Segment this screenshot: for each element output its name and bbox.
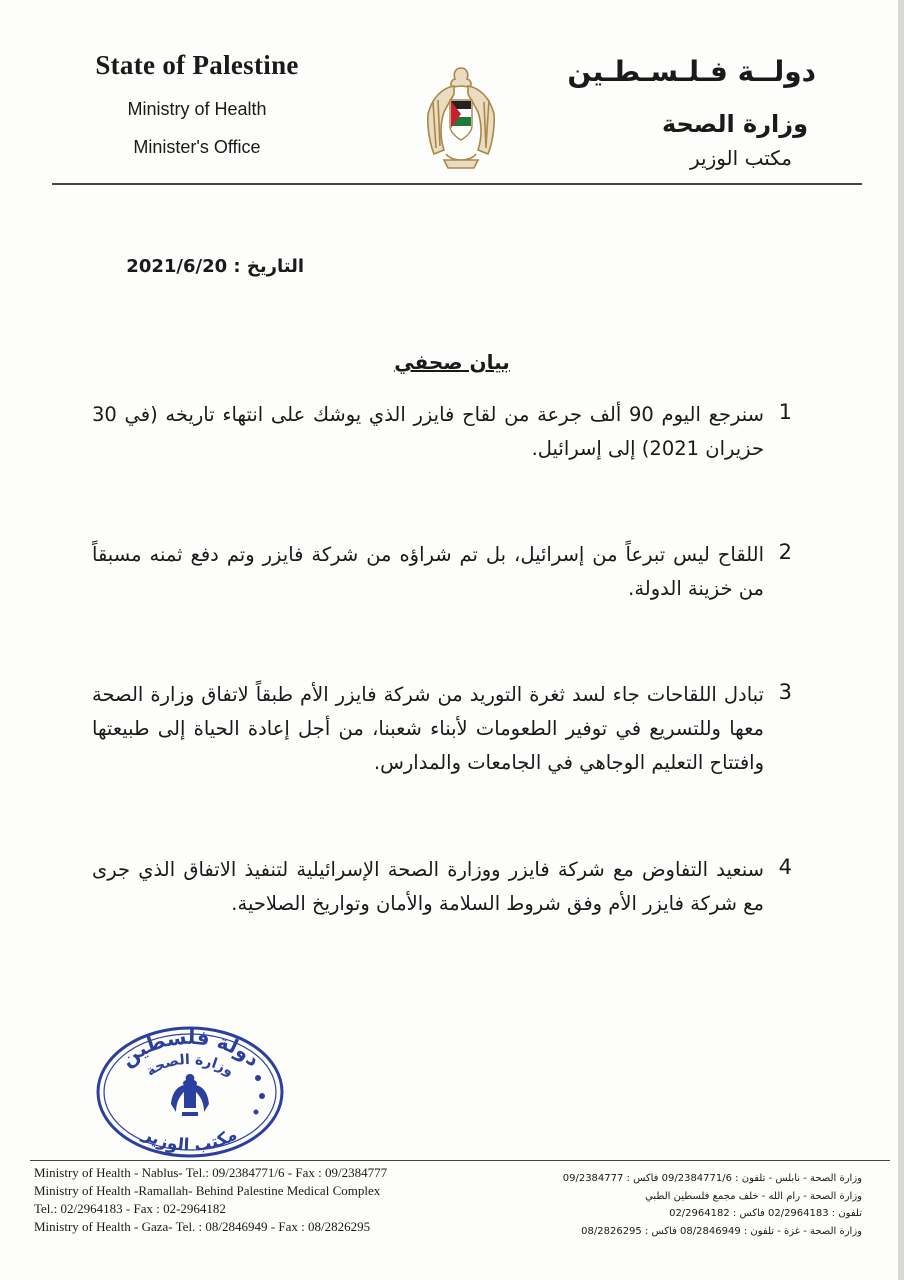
statement-item: سنعيد التفاوض مع شركة فايزر ووزارة الصحة الإسرائيلية لتنفيذ الاتفاق الذي جرى مع شركة فايزر الأم وفق شروط السلامة والأمان وتواريخ الصلاحية. xyxy=(92,858,764,915)
statement-item: سنرجع اليوم 90 ألف جرعة من لقاح فايزر الذي يوشك على انتهاء تاريخه (في 30 حزيران 2021) إلى إسرائيل. xyxy=(92,403,765,460)
header-divider xyxy=(52,183,862,185)
footer-en-contacts xyxy=(34,1164,387,1236)
footer-ar-line: وزارة الصحة - رام الله - خلف مجمع فلسطين الطبي xyxy=(645,1190,862,1202)
footer-en-line: Ministry of Health - Nablus- Tel.: 09/2384771/6 - Fax : 09/2384777 xyxy=(34,1165,388,1180)
stamp-line-2: وزارة الصحة xyxy=(143,1051,237,1080)
document-date xyxy=(126,256,304,277)
footer-en-line: Tel.: 02/2964183 - Fax : 02-2964182 xyxy=(34,1201,226,1216)
header-en-title: State of Palestine xyxy=(95,50,299,80)
header-ar-office: مكتب الوزير xyxy=(689,146,792,170)
date-value: 2021/6/20 xyxy=(126,256,228,277)
official-stamp xyxy=(92,1022,288,1162)
footer-en-line: Ministry of Health - Gaza- Tel. : 08/2846949 - Fax : 08/2826295 xyxy=(34,1219,371,1234)
statement-item: تبادل اللقاحات جاء لسد ثغرة التوريد من شركة فايزر الأم طبقاً لاتفاق وزارة الصحة معها وللتسريع في توفير الطعومات لأبناء شعبنا، من أجل إعادة الحياة إلى طبيعتها وافتتاح التعليم الوجاهي في الجامعات والمدارس. xyxy=(92,683,764,774)
header-ar-ministry: وزارة الصحة xyxy=(661,110,808,138)
item-number: 1 xyxy=(778,400,792,424)
stamp-eagle-icon xyxy=(171,1074,209,1116)
statement-item: اللقاح ليس تبرعاً من إسرائيل، بل تم شراؤه من شركة فايزر وتم دفع ثمنه مسبقاً من خزينة الدولة. xyxy=(92,543,764,600)
header-en-office: Minister's Office xyxy=(133,137,261,157)
item-number: 4 xyxy=(778,855,792,879)
header-en-ministry: Ministry of Health xyxy=(127,99,267,119)
stamp-line-1: دولة فلسطين xyxy=(115,1024,266,1072)
footer-divider xyxy=(30,1160,890,1161)
item-number: 2 xyxy=(778,540,792,564)
eagle-emblem-icon xyxy=(424,62,498,174)
header-ar-title: دولــة فـلـسـطـين xyxy=(567,55,816,88)
stamp-line-3: مكتب الوزير xyxy=(139,1124,241,1156)
item-number: 3 xyxy=(778,680,792,704)
date-label: التاريخ : xyxy=(233,256,304,277)
footer-ar-line: وزارة الصحة - غزة - تلفون : 08/2846949 فاكس : 08/2826295 xyxy=(581,1225,862,1237)
footer-en-line: Ministry of Health -Ramallah- Behind Palestine Medical Complex xyxy=(34,1183,381,1198)
press-release-heading: بيان صحفي xyxy=(394,350,510,374)
footer-ar-contacts xyxy=(563,1170,862,1240)
footer-ar-line: وزارة الصحة - نابلس - تلفون : 09/2384771/6 فاكس : 09/2384777 xyxy=(562,1173,862,1184)
footer-ar-line: تلفون : 02/2964183 فاكس : 02/2964182 xyxy=(669,1208,862,1219)
scan-edge xyxy=(898,0,904,1280)
